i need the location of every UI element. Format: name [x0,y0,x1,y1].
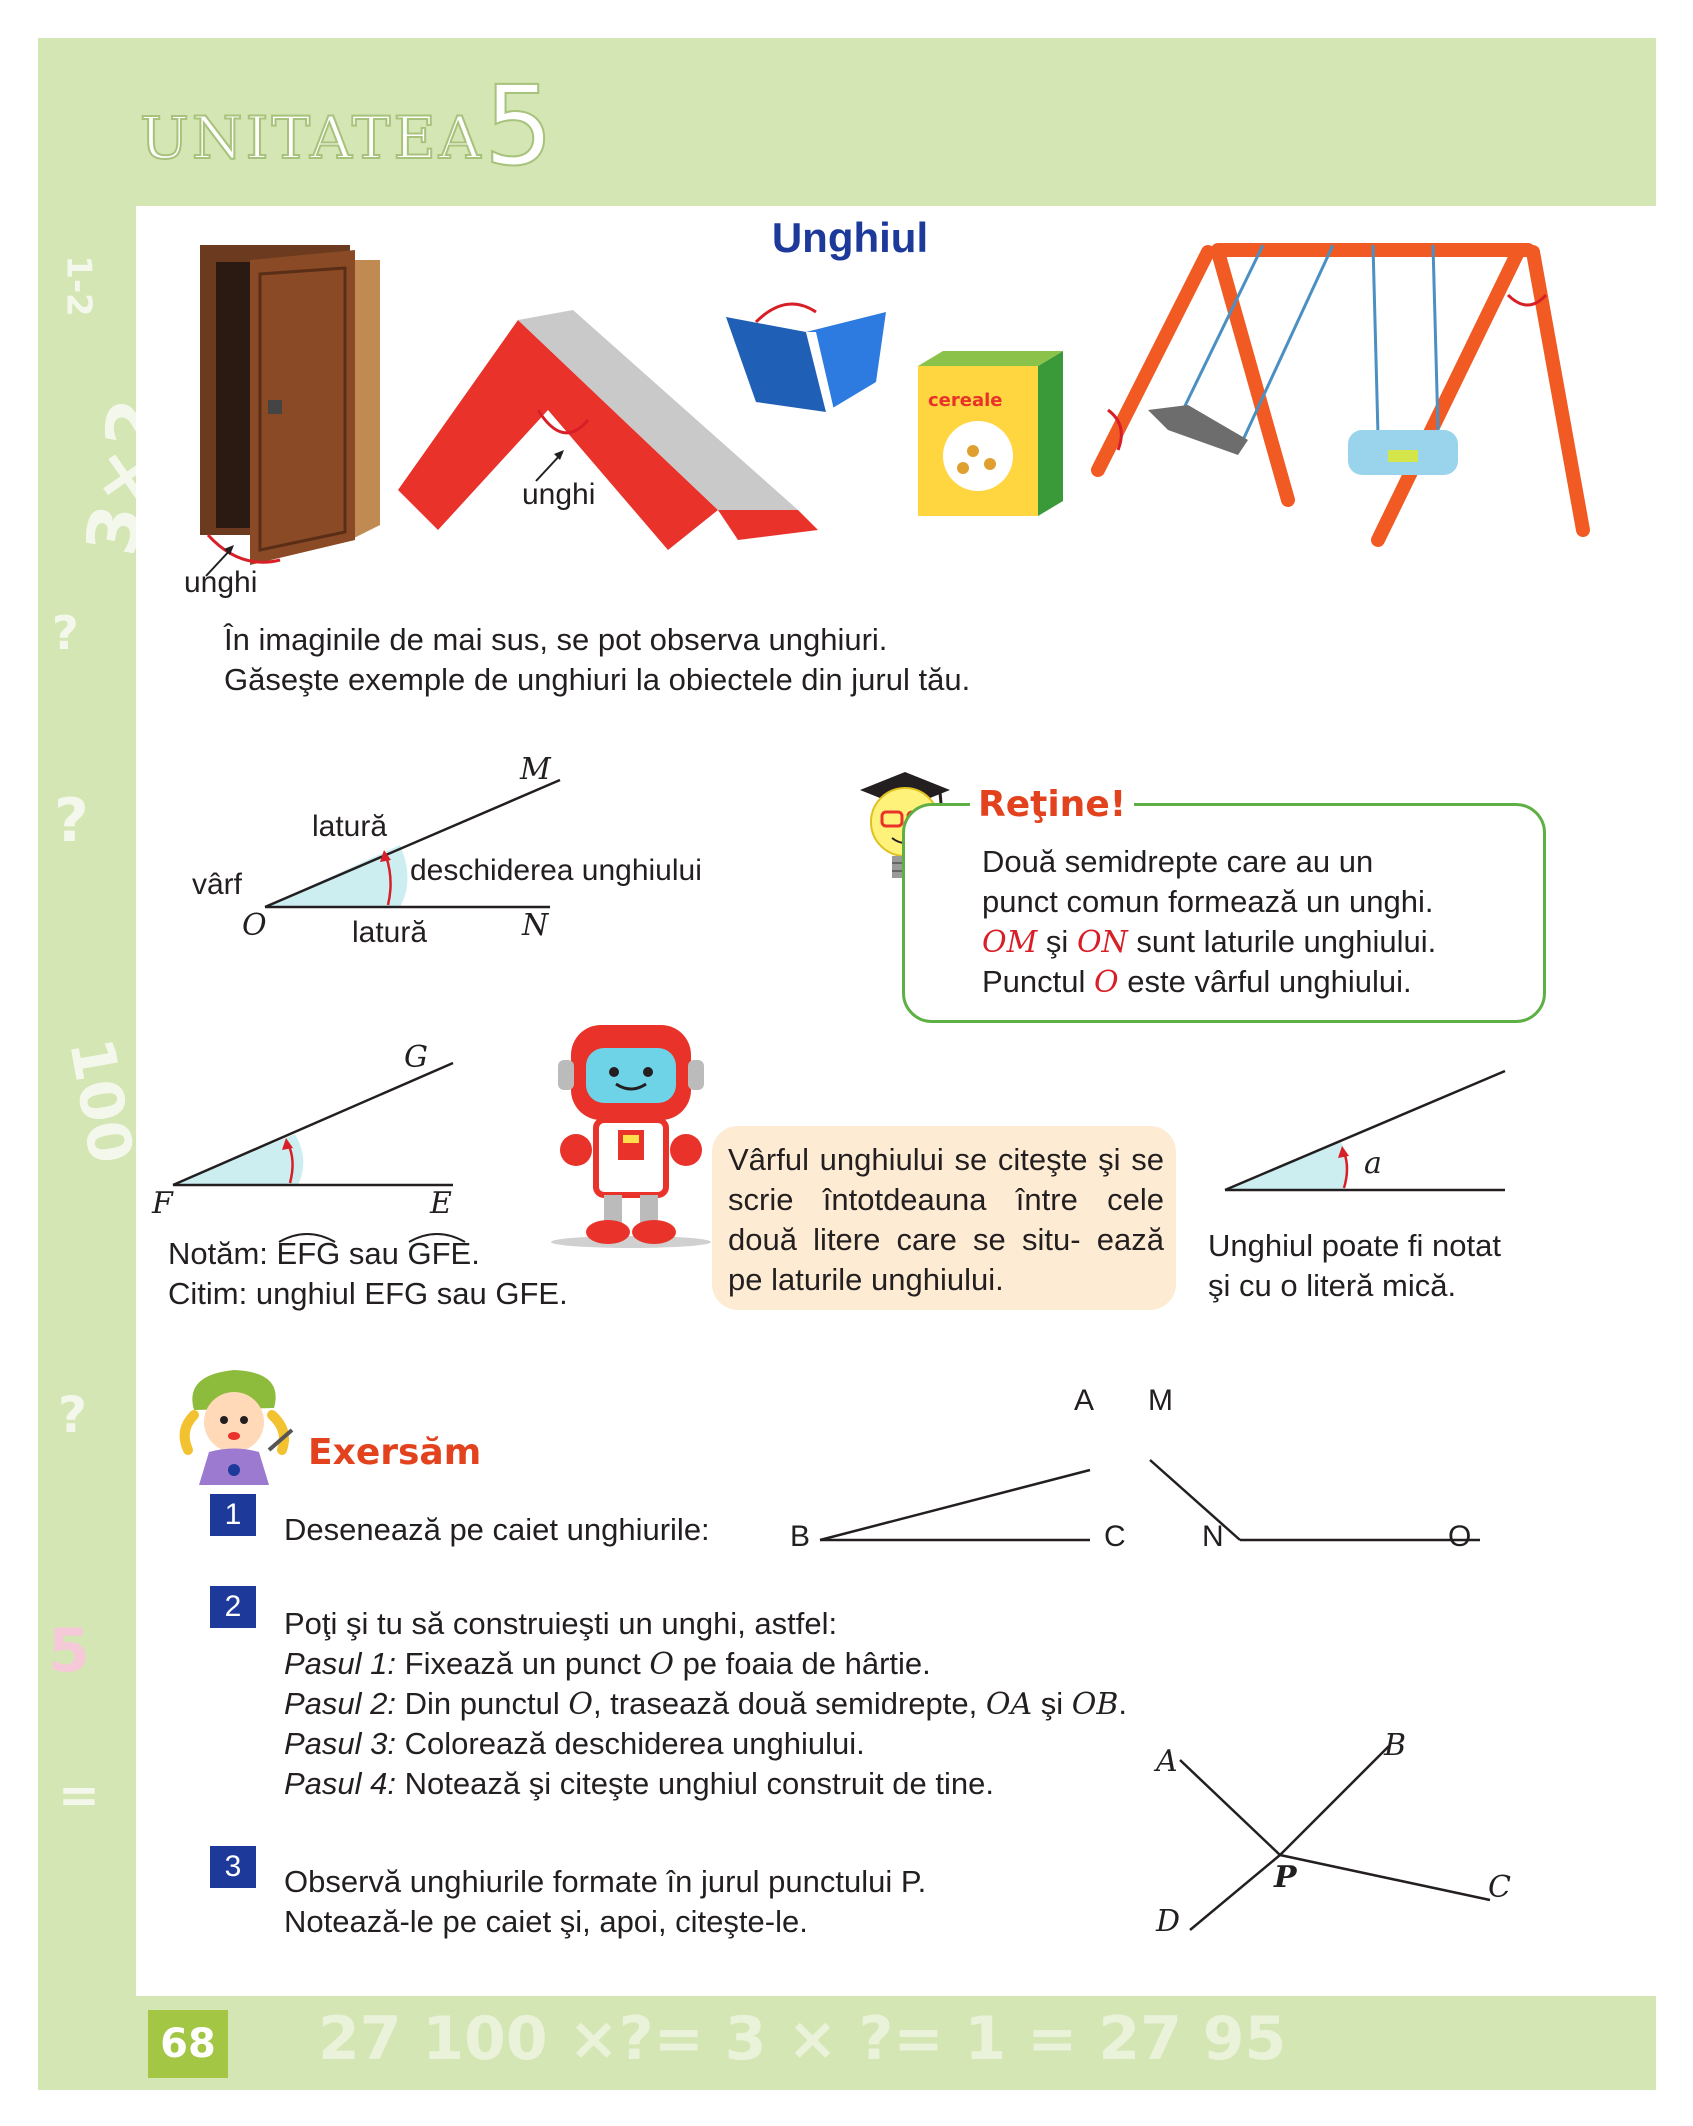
point-a-label: A [1156,1744,1178,1779]
swing-illustration [1088,240,1598,560]
point-c-label: C [1488,1870,1511,1905]
angle-letter-label: a [1364,1146,1382,1181]
small-angle-line-1: Unghiul poate fi notat [1208,1228,1501,1263]
point-e-label: E [430,1186,452,1221]
vertex-label: vârf [192,868,243,901]
retine-line-3: OM şi ON sunt laturile unghiului. [982,924,1437,960]
exercise-2-step-3: Pasul 3: Colorează deschiderea unghiului. [284,1726,865,1761]
exercise-2-step-1: Pasul 1: Fixează un punct O pe foaia de hârtie. [284,1646,931,1682]
decor-math-symbols: ? [54,786,89,856]
cereal-box-illustration [918,346,1068,516]
cereal-box-label: cereale [928,390,1003,411]
exercises-heading: Exersăm [308,1432,482,1473]
robot-mascot-icon [546,1020,716,1250]
decor-math-symbols: = [58,1766,100,1824]
retine-title: Reţine! [970,784,1134,825]
tip-text: Vârful unghiului se citeşte şi se scrie întotdeauna între cele două litere care se situ- ează pe laturile unghiului. [728,1142,1164,1297]
point-b-label: B [790,1520,811,1553]
decor-math-symbols: 3×2 [70,393,178,561]
side-label-bottom: latură [352,916,428,949]
book-illustration [716,292,896,422]
small-angle-line-2: şi cu o literă mică. [1208,1268,1457,1303]
exercise-3-line-1: Observă unghiurile formate în jurul punctului P. [284,1864,927,1899]
notation-line: Notăm: EFG sau GFE . [168,1236,480,1271]
point-c-label: C [1104,1520,1126,1553]
angle-mon-diagram [260,780,570,910]
exercise-number-badge: 1 [210,1494,256,1536]
point-b-label: B [1384,1728,1407,1763]
point-n-label: N [522,908,549,943]
slide-angle-label: unghi [522,478,596,511]
point-d-label: D [1156,1904,1181,1939]
opening-label: deschiderea unghiului [410,854,702,887]
retine-line-1: Două semidrepte care au un [982,844,1374,879]
page-number: 68 [148,2010,228,2078]
point-a-label: A [1074,1384,1095,1417]
decor-math-symbols: 27 100 ×?= 3 × ?= 1 = 27 95 [318,2004,1287,2074]
footer-band [38,1996,1656,2090]
exercise-1-text: Desenează pe caiet unghiurile: [284,1512,710,1547]
exercise-2-step-4: Pasul 4: Notează şi citeşte unghiul construit de tine. [284,1766,994,1801]
exercise-2-intro: Poţi şi tu să construieşti un unghi, astfel: [284,1606,838,1641]
point-n-label: N [1202,1520,1224,1553]
decor-math-symbols: ? [52,606,79,660]
point-o-label: O [1448,1520,1472,1553]
retine-line-4: Punctul O este vârful unghiului. [982,964,1412,1000]
point-o-label: O [242,908,267,943]
decor-math-symbols: ? [58,1386,88,1444]
angle-efg-diagram [170,1060,460,1190]
left-band [38,206,178,1996]
retine-line-2: punct comun formează un unghi. [982,884,1434,919]
door-illustration [180,240,400,570]
unit-title: UNITATEA5 [140,62,557,190]
side-label-top: latură [312,810,388,843]
point-m-label: M [1148,1384,1173,1417]
intro-line-1: În imaginile de mai sus, se pot observa unghiuri. [224,622,888,657]
intro-line-2: Găseşte exemple de unghiuri la obiectele din jurul tău. [224,662,971,697]
exercise-1-angles [780,1380,1500,1560]
lesson-title: Unghiul [771,214,929,261]
exercise-number-badge: 2 [210,1586,256,1628]
decor-math-symbols: 5 [48,1616,90,1686]
girl-mascot-icon [174,1360,304,1490]
door-angle-label: unghi [184,566,258,599]
decor-math-symbols: 1-2 [58,255,99,317]
exercise-number-badge: 3 [210,1846,256,1888]
decor-math-symbols: 100 [55,1033,146,1169]
point-m-label: M [520,752,551,787]
reading-line: Citim: unghiul EFG sau GFE. [168,1276,568,1311]
exercise-2-step-2: Pasul 2: Din punctul O, trasează două semidrepte, OA şi OB. [284,1686,1127,1722]
exercise-3-line-2: Notează-le pe caiet şi, apoi, citeşte-le. [284,1904,808,1939]
point-p-label: P [1274,1860,1297,1895]
point-f-label: F [152,1186,173,1221]
exercise-3-diagram [1150,1730,1510,1940]
point-g-label: G [404,1040,428,1075]
